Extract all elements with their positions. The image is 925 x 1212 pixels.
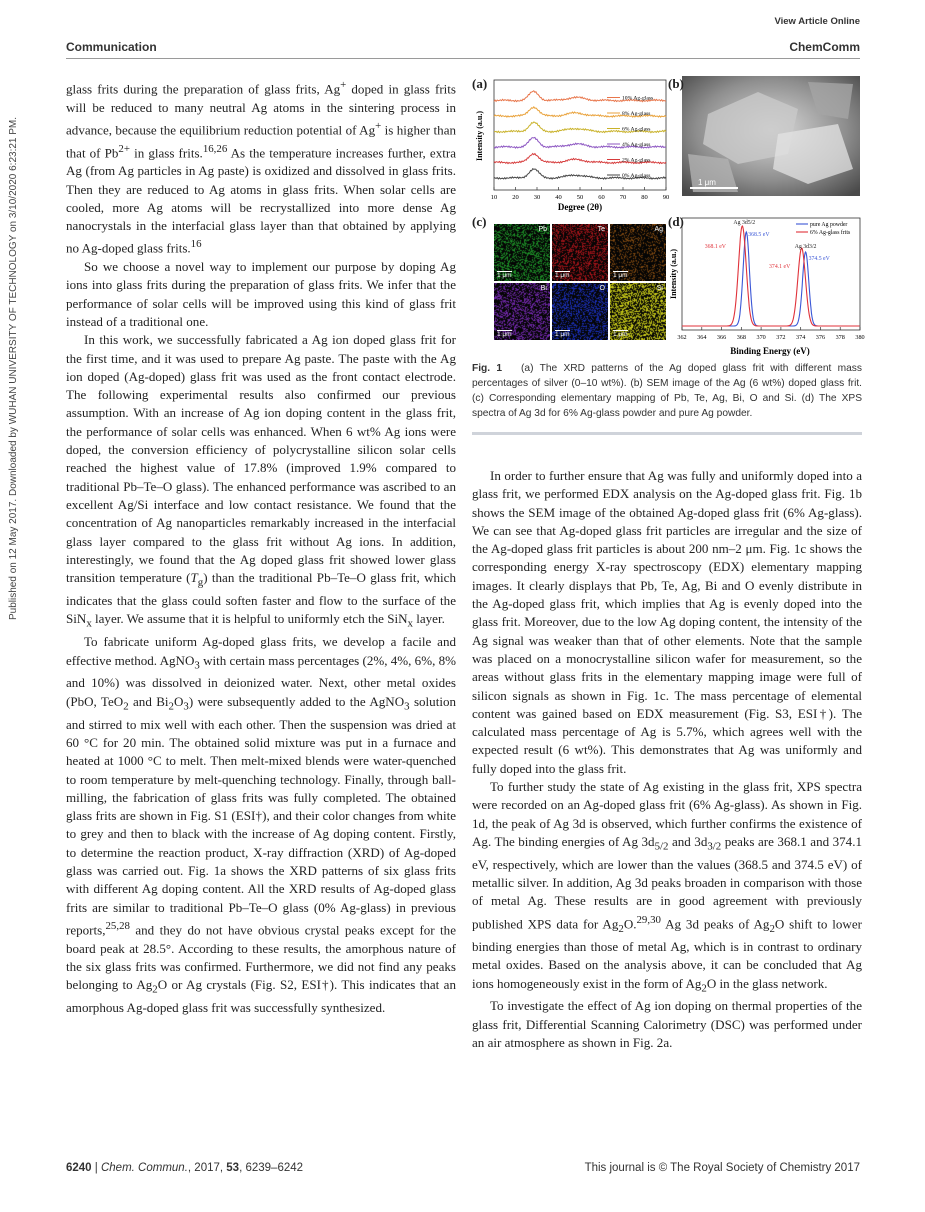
xrd-chart [472, 74, 668, 212]
footer-copyright: This journal is © The Royal Society of Chemistry 2017 [584, 1162, 860, 1174]
xps-annotation: Ag 3d5/2 [733, 220, 756, 226]
right-column [472, 467, 862, 1052]
xrd-xtick-label: 40 [555, 194, 562, 201]
sem-scale-label: 1 μm [698, 178, 716, 187]
panel-label-b: (b) [668, 76, 684, 91]
xps-xtick-label: 372 [776, 334, 786, 341]
xps-xtick-label: 374 [796, 334, 806, 341]
xrd-xtick-label: 60 [598, 194, 605, 201]
figure-caption: Fig. 1 (a) The XRD patterns of the Ag doped glass frit with different mass percentages of silver (0–10 wt%). (b) SEM image of the Ag (6 wt%) doped glass frit. (c) Corresponding elementary mapping of Pb, Te, Ag, Bi, O and Si. (d) The XPS spectra of Ag 3d for 6% Ag-glass powder and pure Ag powder. [472, 363, 862, 419]
map-scale-label: 1 μm [497, 272, 512, 279]
xps-chart [668, 214, 865, 358]
xps-annotation: 374.5 eV [808, 256, 830, 262]
panel-label-c: (c) [472, 214, 487, 229]
header-divider [66, 58, 860, 59]
map-element-label: Si [656, 285, 663, 292]
map-element-label: Pb [538, 226, 547, 233]
xps-xtick-label: 366 [716, 334, 727, 341]
element-map-ag [610, 224, 666, 281]
xps-xtick-label: 364 [697, 334, 707, 341]
xrd-legend-label: 0% Ag-glass [622, 173, 651, 179]
xrd-legend-label: 10% Ag-glass [622, 95, 654, 102]
map-scale-label: 1 μm [613, 272, 628, 279]
citation-link[interactable]: 16 [190, 238, 202, 251]
xrd-xtick-label: 10 [490, 194, 498, 201]
edx-mapping-panel [472, 214, 668, 344]
paragraph: glass frits during the preparation of glass frits, Ag+ doped in glass frits will be reduced to many neutral Ag atoms in the sintering process in advance, because the equilibrium reduction potential of Ag+ is higher than that of $Pb^{2+}$ in glass frits.$^{16,26}$ As the temperature increases further, extra Ag (from Ag particles in Ag paste) is oxidized and dissolved in glass frits. Then they are reduced to Ag atoms in glass frits. When solar cells are cooled, more Ag atoms will be recrystallized into more dense Ag nanocrystals in the interfacial glass layer than that obtained by applying no Ag-doped glass frits.$^{16}$ [66, 79, 457, 256]
xrd-panel [472, 74, 668, 212]
journal-name: ChemComm [789, 40, 860, 54]
map-scale-label: 1 μm [555, 272, 570, 279]
paragraph: So we choose a novel way to implement our purpose by doping Ag ions into glass frits during the preparation of glass frits. We infer that the performance of solar cells will be improved using this kind of glass frit instead of a traditional one. [66, 259, 456, 329]
element-map-te [552, 224, 608, 281]
map-element-label: Ag [654, 226, 663, 233]
map-element-label: O [599, 285, 605, 292]
section-label: Communication [66, 40, 157, 54]
panel-label-d: (d) [668, 214, 684, 229]
xrd-xtick-label: 50 [576, 194, 584, 201]
map-grid [494, 224, 666, 342]
map-scale-label: 1 μm [555, 331, 570, 338]
xps-xlabel: Binding Energy (eV) [730, 346, 810, 356]
view-article-online-link[interactable]: View Article Online [774, 16, 860, 27]
xps-annotation: 374.1 eV [769, 264, 791, 270]
xps-legend-label: pure Ag powder [810, 222, 848, 228]
paragraph: To further study the state of Ag existing in the glass frit, XPS spectra were recorded on an Ag-doped glass frit (6% Ag-glass). As shown in Fig. 1d, the peak of Ag 3d is observed, which further confirms the existence of Ag. The binding energies of Ag $3d_{5/2}$ and $3d_{3/2}$ peaks are 368.1 and 374.1 eV, respectively, which are lower than the values (368.5 and 374.5 eV) of metallic silver. In addition, Ag 3d peaks broaden in comparison with those of metal Ag. These results are in good agreement with previously published XPS data for $Ag_2O.^{29,30}$ Ag 3d peaks of $Ag_2O$ shift to lower binding energies than those of metal Ag, which is in contrast to ordinary metal oxides. Based on the analysis above, it can be concluded that Ag ions homogeneously exist in the form of $Ag_2O$ in the glass network. [472, 779, 862, 995]
xps-xtick-label: 368 [736, 334, 746, 341]
citation-link[interactable]: 25,28 [105, 919, 130, 932]
xrd-xlabel: Degree (2θ) [557, 202, 603, 212]
xrd-legend-label: 6% Ag-glass [622, 126, 651, 133]
map-element-label: Bi [540, 285, 547, 292]
xrd-xtick-label: 90 [662, 194, 670, 201]
xps-annotation: Ag 3d3/2 [794, 244, 817, 250]
xps-panel [668, 214, 865, 358]
xrd-xtick-label: 80 [641, 194, 648, 201]
citation-link[interactable]: 16,26 [202, 142, 228, 155]
xps-series-line [682, 226, 860, 326]
xrd-xtick-label: 20 [512, 194, 519, 201]
xrd-xtick-label: 30 [533, 194, 541, 201]
xrd-legend-label: 8% Ag-glass [622, 111, 651, 117]
xps-xtick-label: 378 [835, 334, 845, 341]
element-map-si [610, 283, 666, 340]
sem-image [668, 74, 862, 198]
xrd-legend-label: 2% Ag-glass [622, 157, 651, 164]
footer-citation: 6240 | Chem. Commun., 2017, 53, 6239–6242 [66, 1162, 304, 1174]
xps-xtick-label: 362 [677, 334, 687, 341]
citation-link[interactable]: 29,30 [636, 913, 661, 926]
map-scale-label: 1 μm [497, 331, 512, 338]
xps-xtick-label: 380 [855, 334, 865, 341]
paragraph: To fabricate uniform Ag-doped glass frits, we develop a facile and effective method. AgNO$_3$ with certain mass percentages (2%, 4%, 6%, 8% and 10%) was dissolved in deionized water. Next, other metal oxides (PbO, TeO$_2$ and $Bi_2O_3$) were subsequently added to the AgNO$_3$ solution and stirred to mix well with each other. Then the suspension was dried at 60 °C for 20 min. The obtained solid mixture was put in a furnace and heated at 1000 °C to melt. Then melt-mixed blends were water-quenched to room temperature by melt-quenching technology. Finally, through ball-milling, the fabrication of glass frits was fully completed. The obtained glass frits are shown in Fig. S1 (ESI†), and their color changes from white to grey and then to black with the increase of Ag doping content. Firstly, to determine the reaction product, X-ray diffraction (XRD) of Ag-doped glass was carried out. Fig. 1a shows the XRD patterns of six glass frits with different Ag doping content. All the XRD results of Ag-doped glass frits are similar to traditional Pb–Te–O glass (0% Ag-glass) in previous reports,$^{25,28}$ and they do not have obvious crystal peaks except for the board peak at 28.5°. According to these results, the amorphous nature of the six glass frits was confirmed. Furthermore, we did not find any peaks belonging to $Ag_2O$ or Ag crystals (Fig. S2, ESI†). This indicates that an amorphous Ag-doped glass frit was successfully synthesized. [66, 634, 456, 1016]
map-scale-label: 1 μm [613, 331, 628, 338]
paragraph: To investigate the effect of Ag ion doping on thermal properties of the glass frit, Differential Scanning Calorimetry (DSC) was performed under an air atmosphere as shown in Fig. 2a. [472, 998, 862, 1051]
xps-xtick-label: 376 [815, 334, 826, 341]
map-element-label: Te [597, 226, 605, 233]
element-map-bi [494, 283, 550, 340]
xrd-ylabel: Intensity (a.u.) [475, 110, 484, 162]
xrd-legend-label: 4% Ag-glass [622, 142, 651, 148]
left-column [66, 76, 456, 1017]
element-map-o [552, 283, 608, 340]
panel-label-a: (a) [472, 76, 488, 91]
figure-1 [472, 74, 865, 358]
xps-xtick-label: 370 [756, 334, 766, 341]
paragraph: In order to further ensure that Ag was fully and uniformly doped into a glass frit, we performed EDX analysis on the Ag-doped glass frit. Fig. 1b shows the SEM image of the obtained Ag-doped glass frit (6% Ag-glass). We can see that Ag-doped glass frit particles are irregular and the size of the Ag-doped glass frit particles is about 200 nm–2 μm. Fig. 1c shows the corresponding energy X-ray spectroscopy (EDX) elementary mapping images. It clearly displays that Pb, Te, Ag, Bi and O evenly distribute in the Ag-doped glass frit, which implies that Ag is evenly doped into the glass frit. Moreover, due to the low Ag doping content, the intensity of the Ag signal was weaker than that of other elements. Note that the sample was placed on a monocrystalline silicon wafer for measurement, so the areas without glass frits in the elementary mapping image were full of silicon signals as shown in Fig. 1c. The mass percentage of elemental content was gained based on EDX measurement (Fig. S3, ESI†). The calculated mass percentage of Ag is 5.7%, which agrees well with the expected result (6 wt%). This demonstrates that Ag was uniformly and fully doped into the glass frit. [472, 468, 862, 776]
element-map-pb [494, 224, 550, 281]
xrd-xtick-label: 70 [619, 194, 627, 201]
sem-panel [668, 74, 862, 198]
caption-divider [472, 432, 862, 435]
xps-ylabel: Intensity (a.u.) [669, 248, 678, 300]
xps-legend-label: 6% Ag-glass frits [810, 230, 851, 236]
xps-annotation: 368.1 eV [704, 244, 727, 250]
paragraph: In this work, we successfully fabricated a Ag ion doped glass frit for the first time, and it was used to prepare Ag paste. The paste with the Ag ion doped (Ag-doped) glass frit was used as the front contact electrode. The following experimental results also confirmed our previous assumption. With an increase of Ag ion doping content in the glass frit, the performance of solar cells was enhanced. When 6 wt% Ag ions were doped, the conversion efficiency of polycrystalline silicon solar cells reached the highest value of 17.8% (improved 1.9% compared to traditional Pb–Te–O glass). The enhanced performance was ascribed to an excellent Ag/Si interface and low contact resistance. We found that the concentration of Ag nanoparticles remarkably increased in the interfacial glass layer compared to the glass frit without Ag ions. In addition, interestingly, we found that the Ag doped glass frit showed lower glass transition temperature $(T_g)$ than the traditional Pb–Te–O glass frit, which indicates that the glass could soften faster and flow to the surface of the SiN$_x$ layer. We assume that it is helpful to uniformly etch the SiN$_x$ layer. [66, 332, 456, 630]
xps-annotation: 368.5 eV [748, 232, 770, 238]
